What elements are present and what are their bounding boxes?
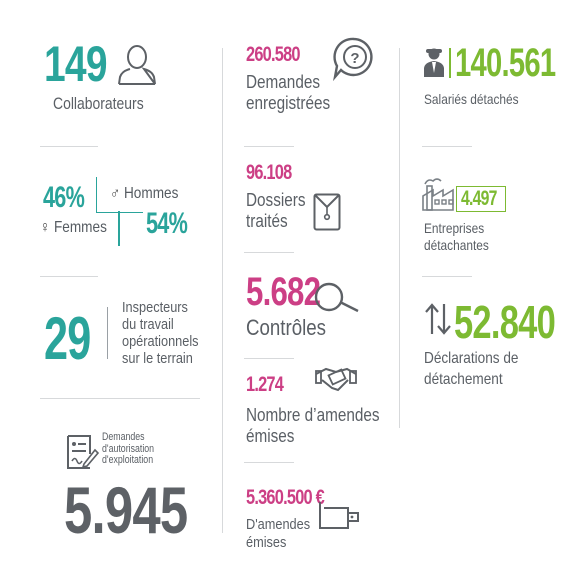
gender-connector-lower (118, 211, 120, 246)
salaries-value: 140.561 (455, 41, 556, 85)
dossiers-line-1: Dossiers (246, 190, 306, 210)
col3-divider-2 (422, 276, 472, 277)
col1-divider-2 (40, 276, 98, 277)
male-symbol-icon: ♂ (110, 185, 121, 202)
demandes-value: 260.580 (246, 43, 300, 66)
declarations-text (424, 348, 518, 390)
svg-text:?: ? (350, 50, 360, 67)
question-bubble-icon (332, 36, 376, 80)
collaborateurs-value: 149 (44, 36, 107, 92)
autorisation-value: 5.945 (64, 473, 188, 547)
salaries-label: Salariés détachés (424, 91, 519, 107)
autorisation-line-3: d'exploitation (102, 454, 154, 466)
inspecteurs-line-1: Inspecteurs (122, 299, 188, 316)
amendes-nombre-line-1: Nombre d’amendes (246, 405, 380, 425)
autorisation-text (102, 432, 154, 467)
men-label-row (110, 185, 178, 203)
men-percent: 54% (146, 207, 188, 240)
column-divider-right (399, 48, 400, 428)
col2-divider-1 (244, 146, 294, 147)
women-label-row (40, 219, 107, 237)
column-divider-left (222, 48, 223, 533)
entreprises-text (424, 220, 489, 254)
declarations-value: 52.840 (454, 296, 556, 348)
controles-label: Contrôles (246, 315, 327, 340)
declarations-line-1: Déclarations de (424, 350, 519, 367)
col2-divider-3 (244, 358, 294, 359)
demandes-text (246, 72, 330, 114)
up-down-arrows-icon (424, 302, 452, 336)
demandes-line-1: Demandes (246, 72, 320, 92)
amendes-montant-line-2: émises (246, 534, 287, 551)
wallet-icon (318, 500, 360, 530)
inspecteurs-line-2: du travail (122, 316, 174, 333)
amendes-montant-line-1: D'amendes (246, 516, 311, 533)
women-label: Femmes (53, 219, 107, 236)
controles-value: 5.682 (246, 270, 321, 314)
collaborateurs-label: Collaborateurs (53, 94, 144, 113)
autorisation-line-1: Demandes (102, 431, 145, 443)
person-icon (116, 44, 160, 86)
col1-divider-3 (40, 398, 200, 399)
signed-document-icon (66, 434, 98, 470)
envelope-folder-icon (313, 193, 341, 231)
col2-divider-4 (244, 462, 294, 463)
inspecteurs-line-3: opérationnels (122, 333, 199, 350)
inspecteurs-text (122, 299, 199, 367)
women-percent: 46% (43, 181, 85, 214)
dossiers-text (246, 190, 306, 232)
declarations-line-2: détachement (424, 371, 503, 388)
factory-icon (421, 176, 461, 212)
autorisation-line-2: d'autorisation (102, 442, 155, 455)
col2-divider-2 (244, 252, 294, 253)
worker-icon (422, 46, 446, 78)
demandes-line-2: enregistrées (246, 93, 331, 113)
entreprises-line-2: détachantes (424, 237, 489, 253)
dossiers-line-2: traités (246, 211, 288, 231)
amendes-montant-value: 5.360.500 € (246, 486, 324, 509)
amendes-nombre-text (246, 405, 380, 447)
men-label: Hommes (123, 185, 179, 202)
entreprises-value: 4.497 (461, 187, 497, 210)
inspecteurs-separator (107, 307, 108, 359)
amendes-nombre-value: 1.274 (246, 373, 284, 396)
entreprises-line-1: Entreprises (424, 220, 485, 236)
dossiers-value: 96.108 (246, 161, 292, 184)
col3-divider-1 (422, 146, 472, 147)
salaries-separator (449, 48, 451, 78)
inspecteurs-value: 29 (44, 305, 91, 372)
amendes-montant-text (246, 516, 310, 552)
female-symbol-icon: ♀ (40, 219, 51, 236)
handshake-money-icon (314, 366, 358, 394)
col1-divider-1 (40, 146, 98, 147)
amendes-nombre-line-2: émises (246, 426, 295, 446)
magnifier-icon (314, 280, 360, 318)
inspecteurs-line-4: sur le terrain (122, 350, 193, 367)
